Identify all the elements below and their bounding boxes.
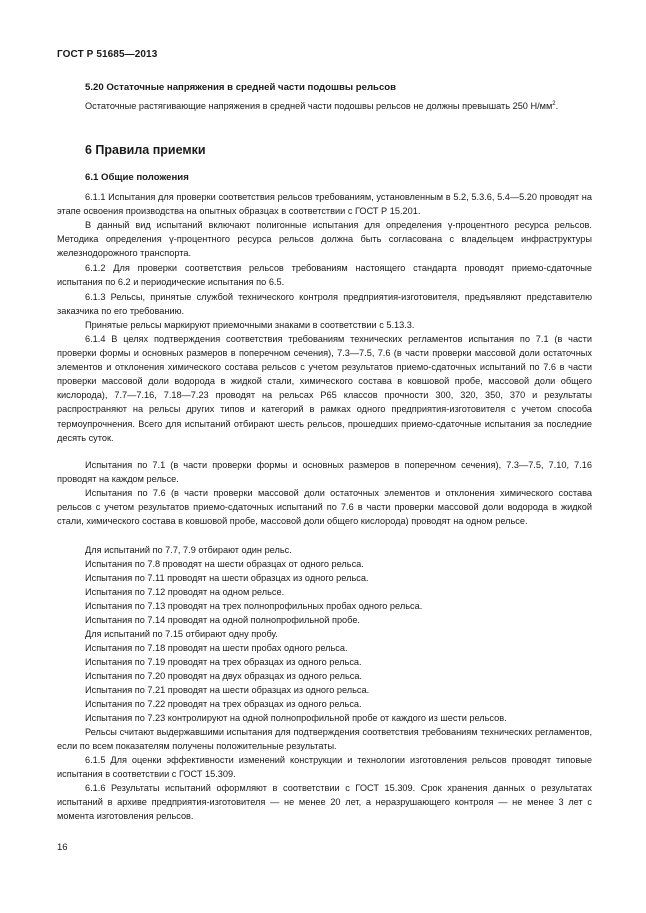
section-6-title: 6 Правила приемки: [85, 143, 206, 157]
paragraph-6-1-2: [57, 261, 592, 289]
paragraph-text: Для испытаний по 7.15 отбирают одну пробу.: [85, 629, 278, 639]
paragraph-text: Испытания по 7.21 проводят на шести образцах из одного рельса.: [85, 685, 370, 695]
paragraph-text: Для испытаний по 7.7, 7.9 отбирают один рельс.: [85, 545, 292, 555]
paragraph-tests-7-7: [57, 543, 592, 557]
paragraph-marking: [57, 318, 592, 332]
paragraph-tests-7-12: [57, 585, 592, 599]
paragraph-tests-7-11: [57, 571, 592, 585]
paragraph-text: 6.1.5 Для оценки эффективности изменений конструкции и технологии изготовления рельсов проводят типовые испытания в соответствии с ГОСТ 15.309.: [57, 755, 592, 780]
paragraph-tests-7-1: [57, 458, 592, 486]
paragraph-6-1-4: [57, 332, 592, 445]
paragraph-text: Испытания по 7.18 проводят на шести пробах одного рельса.: [85, 643, 348, 653]
paragraph-tests-7-19: [57, 655, 592, 669]
section-5-20-sup: 2: [552, 100, 556, 107]
paragraph-text: Испытания по 7.12 проводят на одном рельсе.: [85, 587, 285, 597]
page-number: 16: [57, 842, 68, 853]
paragraph-tests-7-21: [57, 683, 592, 697]
paragraph-text: Принятые рельсы маркируют приемочными знаками в соответствии с 5.13.3.: [85, 320, 415, 330]
paragraph-6-1-5: [57, 753, 592, 781]
paragraph-text: Испытания по 7.11 проводят на шести образцах из одного рельса.: [85, 573, 369, 583]
paragraph-tests-7-8: [57, 557, 592, 571]
section-5-20-text: [57, 99, 592, 113]
paragraph-text: 6.1.4 В целях подтверждения соответствия требованиям технических регламентов испытания по 7.1 (в части проверки формы и основных размеров в поперечном сечения), 7.3—7.5, 7.6 (в части проверки массовой доли остаточных элементов и отклонения химического состава рельсов с учетом результатов приемо-сдаточных испытаний по 7.6 в части проверки массовой доли водорода в жидкой стали, химического состава в ковшовой пробе, массовой доли общего кислорода), 7.7—7.16, 7.18—7.23 проводят на рельсах Р65 классов прочности 300, 320, 350, 370 и результаты распространяют на рельсы других типов и категорий в рамках одного предприятия-изготовителя с учетом способа термоупрочнения. Всего для испытаний отбирают шесть рельсов, прошедших приемо-сдаточные испытания за последние десять суток.: [57, 334, 592, 443]
paragraph-6-1-6: [57, 781, 592, 823]
paragraph-tests-7-6: [57, 486, 592, 528]
paragraph-text: Испытания по 7.20 проводят на двух образцах из одного рельса.: [85, 671, 362, 681]
section-5-20-heading: 5.20 Остаточные напряжения в средней части подошвы рельсов: [85, 82, 397, 93]
paragraph-text: Испытания по 7.6 (в части проверки массовой доли остаточных элементов и отклонения химического состава рельсов с учетом результатов приемо-сдаточных испытаний по 7.6 в части проверки массовой доли водорода в жидкой стали, химического состава в ковшовой пробе, массовой доли общего кислорода) проводят на одном рельсе.: [57, 488, 592, 527]
paragraph-tests-7-22: [57, 697, 592, 711]
section-5-20-tail: .: [555, 101, 559, 111]
paragraph-text: В данный вид испытаний включают полигонные испытания для определения γ-процентного ресурса рельсов. Методика определения γ-процентного ресурса рельсов должна быть согласована с владельцем инфраструктуры железнодорожного транспорта.: [57, 220, 592, 259]
paragraph-conformity: [57, 725, 592, 753]
subsection-6-1-title: 6.1 Общие положения: [85, 172, 189, 183]
paragraph-text: Рельсы считают выдержавшими испытания для подтверждения соответствия требованиям технических регламентов, если по всем показателям получены положительные результаты.: [57, 727, 592, 752]
paragraph-tests-7-14: [57, 613, 592, 627]
paragraph-tests-7-13: [57, 599, 592, 613]
paragraph-text: Испытания по 7.23 контролируют на одной полнопрофильной пробе от каждого из шести рельсов.: [85, 713, 507, 723]
paragraph-text: 6.1.3 Рельсы, принятые службой технического контроля предприятия-изготовителя, предъявляют представителю заказчика по его требованию.: [57, 292, 592, 317]
paragraph-text: Испытания по 7.14 проводят на одной полнопрофильной пробе.: [85, 615, 360, 625]
paragraph-tests-7-18: [57, 641, 592, 655]
paragraph-text: 6.1.2 Для проверки соответствия рельсов требованиям настоящего стандарта проводят приемо-сдаточные испытания по 6.2 и периодические испытания по 6.5.: [57, 263, 592, 288]
paragraph-tests-7-15: [57, 627, 592, 641]
paragraph-6-1-3: [57, 290, 592, 318]
paragraph-text: Испытания по 7.1 (в части проверки формы и основных размеров в поперечном сечения), 7.3—7.5, 7.10, 7.16 проводят на каждом рельсе.: [57, 460, 592, 485]
paragraph-text: 6.1.1 Испытания для проверки соответствия рельсов требованиям, установленным в 5.2, 5.3.6, 5.4—5.20 проводят на этапе освоения производства на опытных образцах в соответствии с ГОСТ Р 15.201.: [57, 192, 592, 217]
paragraph-tests-7-23: [57, 711, 592, 725]
document-header: ГОСТ Р 51685—2013: [57, 49, 158, 60]
section-5-20-body: Остаточные растягивающие напряжения в средней части подошвы рельсов не должны превышать 250 Н/мм: [85, 101, 553, 111]
paragraph-tests-7-20: [57, 669, 592, 683]
paragraph-polygon-tests: [57, 218, 592, 260]
paragraph-text: Испытания по 7.19 проводят на трех образцах из одного рельса.: [85, 657, 362, 667]
paragraph-6-1-1: [57, 190, 592, 218]
paragraph-text: Испытания по 7.22 проводят на трех образцах из одного рельса.: [85, 699, 362, 709]
paragraph-text: Испытания по 7.13 проводят на трех полнопрофильных пробах одного рельса.: [85, 601, 423, 611]
paragraph-text: 6.1.6 Результаты испытаний оформляют в соответствии с ГОСТ 15.309. Срок хранения данных о результатах испытаний в архиве предприятия-изготовителя — не менее 20 лет, а неразрушающего контроля — не менее 3 лет с момента изготовления рельсов.: [57, 783, 592, 822]
paragraph-text: Испытания по 7.8 проводят на шести образцах от одного рельса.: [85, 559, 364, 569]
